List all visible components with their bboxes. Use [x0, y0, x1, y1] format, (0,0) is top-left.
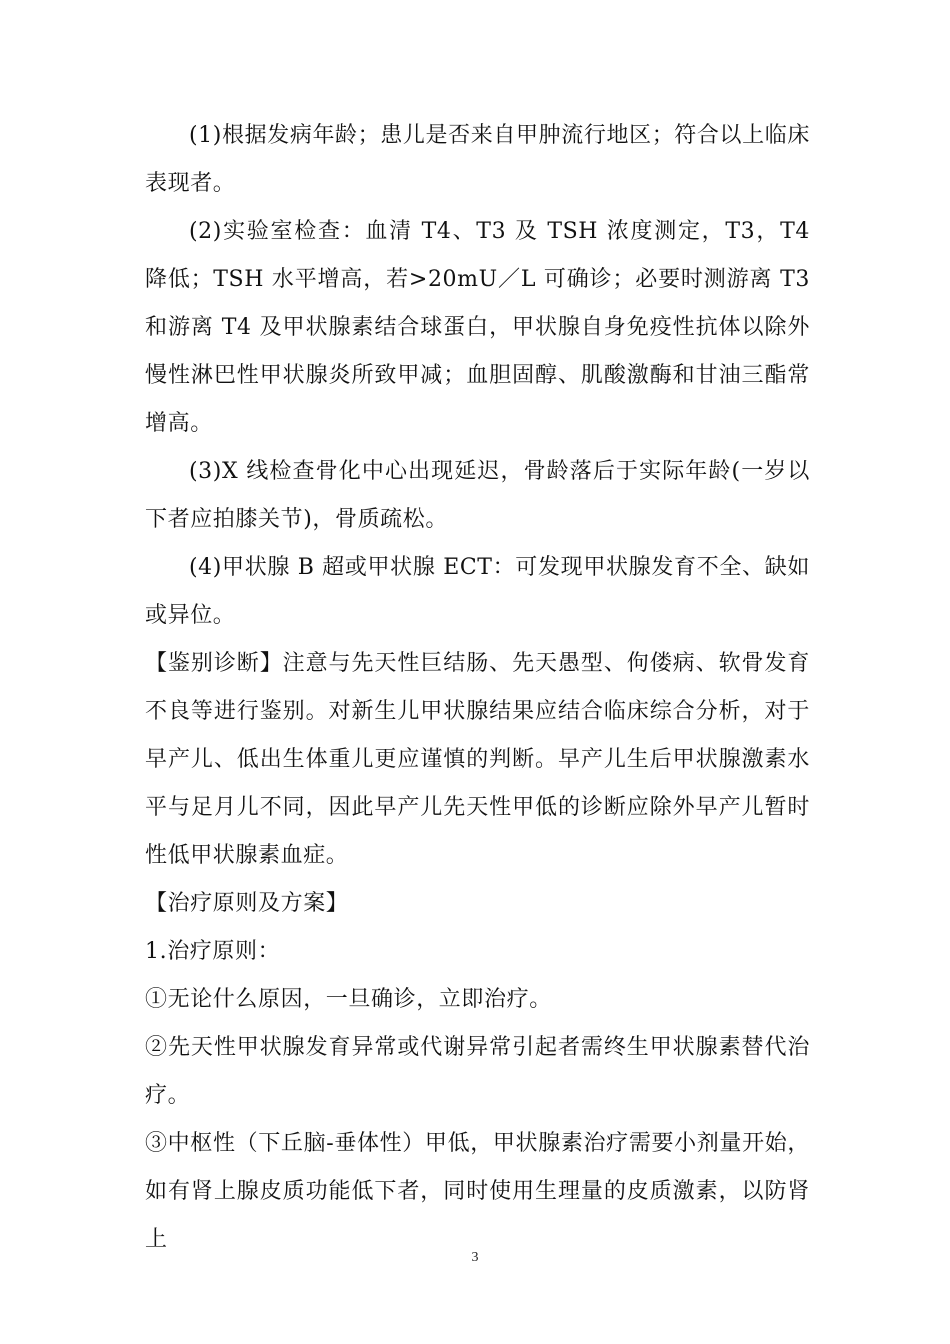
document-body	[145, 112, 810, 1264]
list-item-principle-1: ①无论什么原因，一旦确诊，立即治疗。	[145, 987, 552, 1012]
paragraph-differential-diagnosis: 【鉴别诊断】注意与先天性巨结肠、先天愚型、佝偻病、软骨发育不良等进行鉴别。对新生儿甲状腺结果应结合临床综合分析，对于早产儿、低出生体重儿更应谨慎的判断。早产儿生后甲状腺激素水平与足月儿不同，因此早产儿先天性甲低的诊断应除外早产儿暂时性低甲状腺素血症。	[145, 651, 810, 868]
paragraph-lab-tests: (2)实验室检查：血清 T4、T3 及 TSH 浓度测定，T3，T4 降低；TSH 水平增高，若>20mU／L 可确诊；必要时测游离 T3 和游离 T4 及甲状腺素结合球蛋白，甲状腺自身免疫性抗体以除外慢性淋巴性甲状腺炎所致甲减；血胆固醇、肌酸激酶和甘油三酯常增高。	[145, 219, 810, 436]
page-number: 3	[471, 1250, 479, 1265]
subheading-treatment-principles: 1.治疗原则：	[145, 939, 281, 964]
paragraph-ultrasound: (4)甲状腺 B 超或甲状腺 ECT：可发现甲状腺发育不全、缺如或异位。	[145, 555, 810, 628]
list-item-principle-2: ②先天性甲状腺发育异常或代谢异常引起者需终生甲状腺素替代治疗。	[145, 1035, 810, 1108]
paragraph-diagnosis-basis: (1)根据发病年龄；患儿是否来自甲肿流行地区；符合以上临床表现者。	[145, 123, 810, 196]
paragraph-xray: (3)X 线检查骨化中心出现延迟，骨龄落后于实际年龄(一岁以下者应拍膝关节)，骨质疏松。	[145, 459, 810, 532]
list-item-principle-3: ③中枢性（下丘脑-垂体性）甲低，甲状腺素治疗需要小剂量开始，如有肾上腺皮质功能低下者，同时使用生理量的皮质激素，以防肾上	[145, 1131, 810, 1252]
section-heading-treatment: 【治疗原则及方案】	[145, 891, 349, 916]
